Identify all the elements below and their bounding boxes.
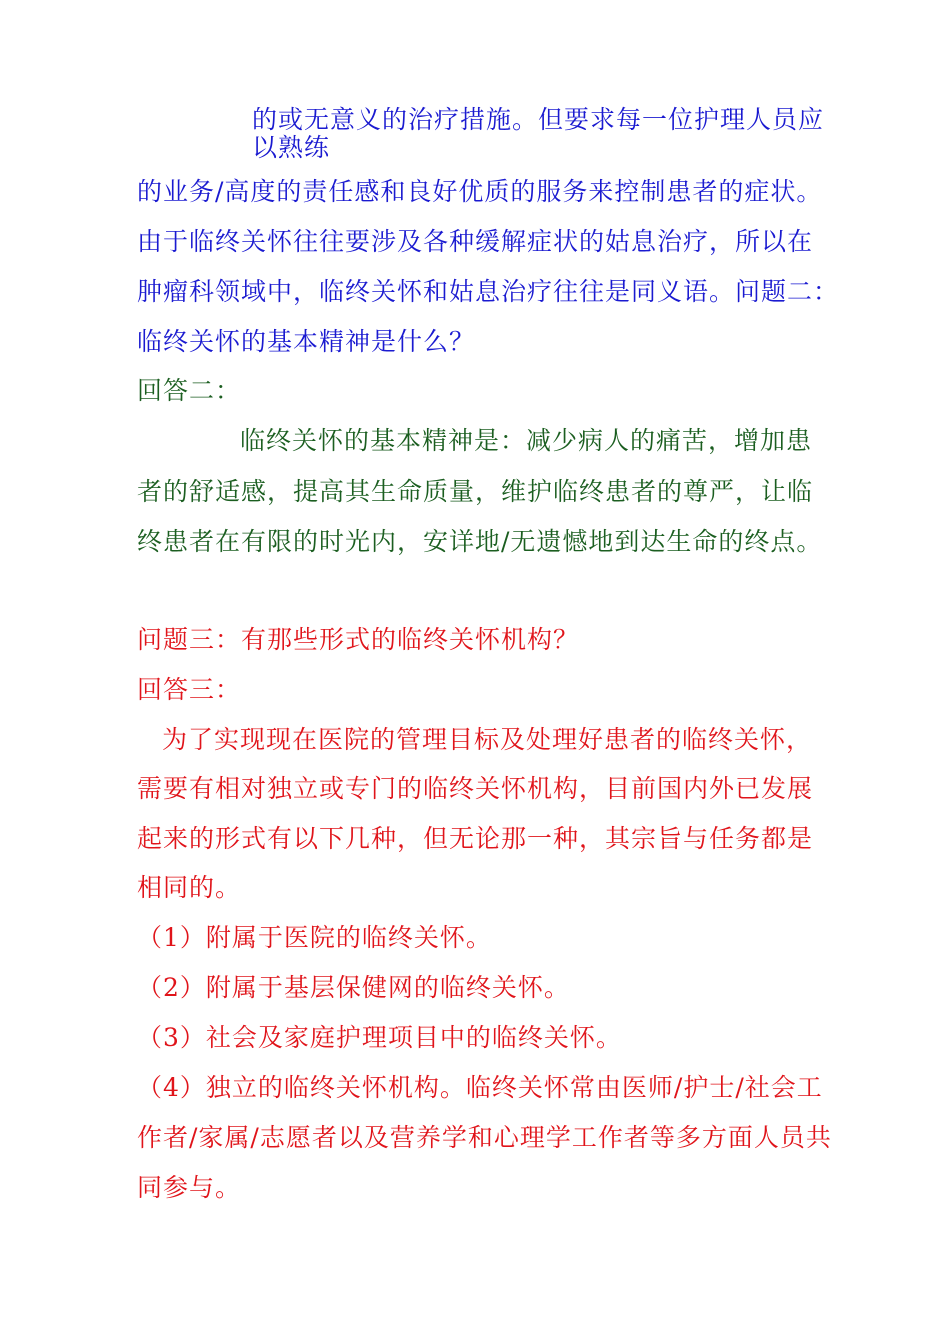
answer-two-line: 临终关怀的基本精神是：减少病人的痛苦，增加患	[240, 426, 813, 455]
answer-three-line: 相同的。	[137, 873, 242, 902]
question-three-heading: 问题三：有那些形式的临终关怀机构？	[137, 625, 580, 654]
list-item-continuation: 同参与。	[137, 1173, 242, 1202]
paragraph-line: 由于临终关怀往往要涉及各种缓解症状的姑息治疗，所以在	[137, 227, 814, 256]
answer-two-line: 者的舒适感，提高其生命质量，维护临终患者的尊严，让临	[137, 477, 814, 506]
list-item: （4）独立的临终关怀机构。临终关怀常由医师/护士/社会工	[137, 1073, 823, 1102]
list-item: （1）附属于医院的临终关怀。	[137, 923, 492, 952]
paragraph-line: 肿瘤科领域中，临终关怀和姑息治疗往往是同义语。问题二：	[137, 277, 840, 306]
answer-three-line: 需要有相对独立或专门的临终关怀机构，目前国内外已发展	[137, 774, 814, 803]
list-item: （2）附属于基层保健网的临终关怀。	[137, 973, 570, 1002]
list-item: （3）社会及家庭护理项目中的临终关怀。	[137, 1023, 622, 1052]
paragraph-line: 的或无意义的治疗措施。但要求每一位护理人员应	[252, 105, 825, 134]
answer-three-line: 起来的形式有以下几种，但无论那一种，其宗旨与任务都是	[137, 824, 814, 853]
paragraph-line: 以熟练	[252, 133, 331, 162]
paragraph-line: 的业务/高度的责任感和良好优质的服务来控制患者的症状。	[137, 177, 823, 206]
list-item-continuation: 作者/家属/志愿者以及营养学和心理学工作者等多方面人员共	[137, 1123, 832, 1152]
answer-two-line: 终患者在有限的时光内，安详地/无遗憾地到达生命的终点。	[137, 527, 823, 556]
answer-three-line: 为了实现现在医院的管理目标及处理好患者的临终关怀，	[162, 725, 813, 754]
answer-three-label: 回答三：	[137, 675, 242, 704]
answer-two-label: 回答二：	[137, 376, 242, 405]
question-two-text: 临终关怀的基本精神是什么？	[137, 327, 476, 356]
